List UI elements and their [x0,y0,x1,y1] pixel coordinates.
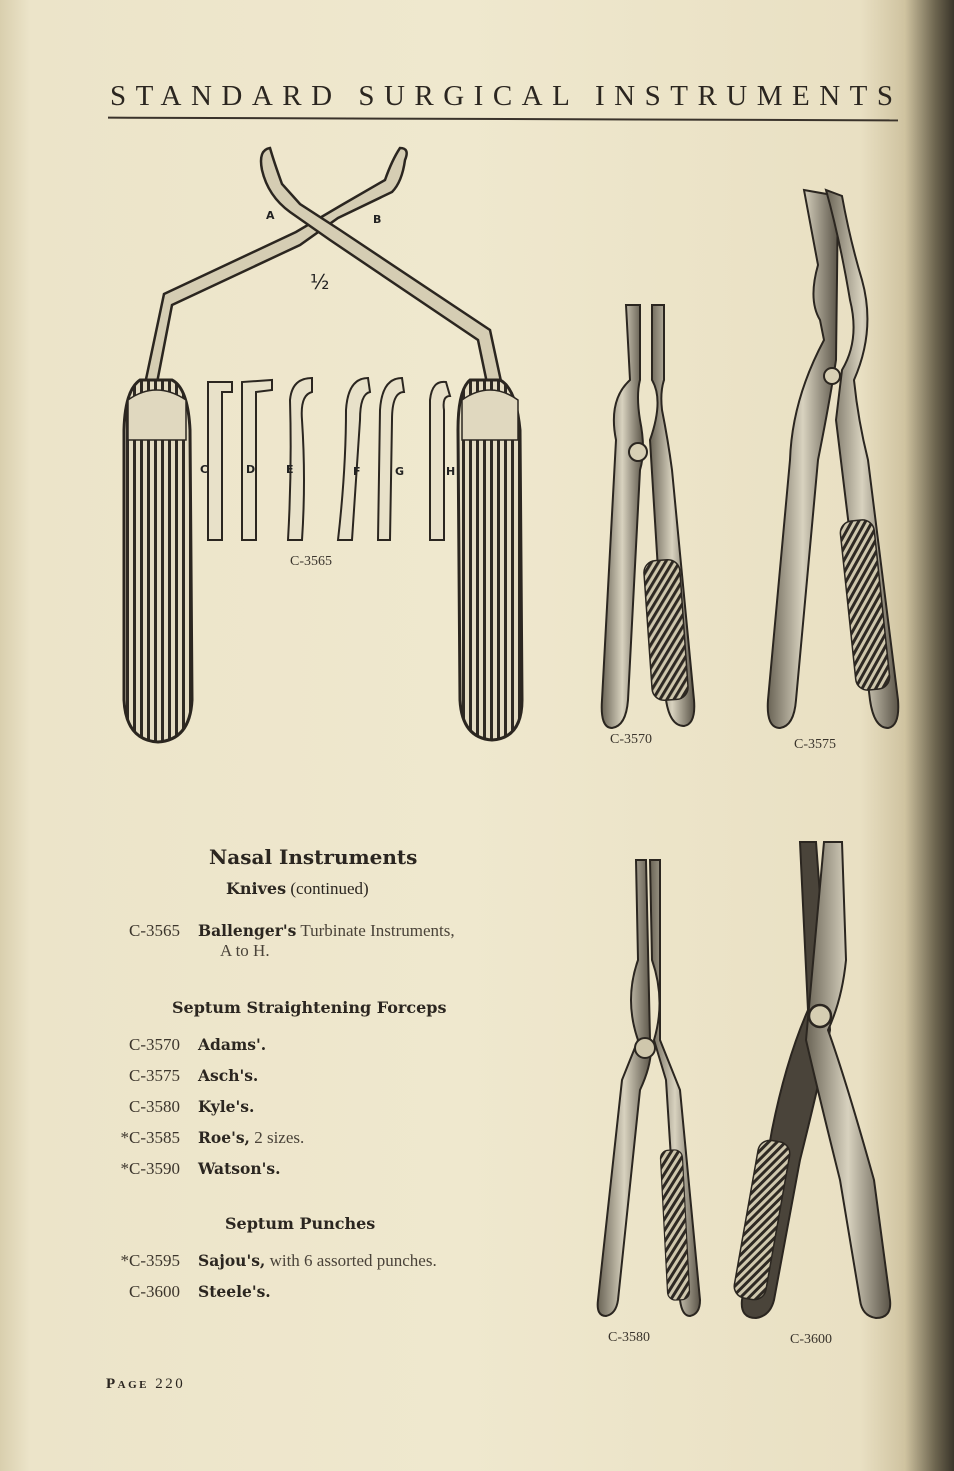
kyle-forceps-illustration [598,860,700,1316]
catalog-code: C-3600 [129,1282,180,1301]
catalog-code: *C-3590 [120,1159,180,1178]
catalog-code: C-3575 [129,1066,180,1085]
catalog-name: Roe's, [198,1128,250,1147]
page-number-footer [106,1376,185,1393]
figure-letter-c: C [200,463,209,476]
figure-letter-g: G [395,465,405,478]
page-header-title: STANDARD SURGICAL INSTRUMENTS [110,80,903,112]
catalog-entry [90,1035,266,1055]
steele-punch-illustration [732,842,890,1318]
catalog-code: C-3565 [129,921,180,940]
subsection-title-knives [226,879,369,899]
catalog-desc: 2 sizes. [249,1128,305,1147]
figure-letter-d: D [246,463,256,476]
catalog-entry [90,1097,254,1117]
catalog-desc: with 6 assorted punches. [265,1251,437,1270]
footer-page-number: 220 [155,1376,186,1392]
figure-letter-e: E [286,463,294,476]
ballenger-instrument-illustration [124,148,522,742]
figure-caption-c3570: C-3570 [610,732,652,747]
footer-page-word: AGE [117,1379,150,1391]
catalog-name: Ballenger's [198,921,297,940]
figure-caption-c3565: C-3565 [290,554,332,569]
catalog-entry [90,1128,304,1148]
adams-forceps-illustration [602,305,695,728]
catalog-name: Asch's. [198,1066,259,1085]
catalog-entry [90,1282,271,1302]
catalog-entry [90,921,455,960]
figure-scale-fraction: ½ [310,270,330,294]
asch-forceps-illustration [768,190,899,728]
subsection-knives-continued: (continued) [286,879,369,898]
figure-letter-b: B [373,213,382,226]
figure-letter-f: F [353,465,361,478]
catalog-desc: Turbinate Instruments, [296,921,455,940]
catalog-entry [90,1066,258,1086]
figure-caption-c3580: C-3580 [608,1330,650,1345]
catalog-name: Sajou's, [198,1251,266,1270]
catalog-name: Kyle's. [198,1097,255,1116]
subsection-title-septum-forceps: Septum Straightening Forceps [172,998,447,1017]
figure-caption-c3600: C-3600 [790,1332,832,1347]
catalog-entry [90,1251,437,1271]
catalog-code: *C-3585 [120,1128,180,1147]
figure-letter-a: A [266,209,275,222]
footer-page-initial: P [106,1376,118,1392]
figure-caption-c3575: C-3575 [794,737,836,752]
catalog-desc-line2: A to H. [220,941,270,960]
subsection-knives-bold: Knives [226,879,287,898]
section-title-nasal-instruments: Nasal Instruments [209,845,418,869]
subsection-title-septum-punches: Septum Punches [225,1214,376,1233]
catalog-name: Adams'. [198,1035,267,1054]
catalog-code: C-3580 [129,1097,180,1116]
catalog-entry [90,1159,280,1179]
catalog-name: Steele's. [198,1282,271,1301]
figure-letter-h: H [446,465,456,478]
catalog-name: Watson's. [198,1159,281,1178]
catalog-code: *C-3595 [120,1251,180,1270]
catalog-code: C-3570 [129,1035,180,1054]
